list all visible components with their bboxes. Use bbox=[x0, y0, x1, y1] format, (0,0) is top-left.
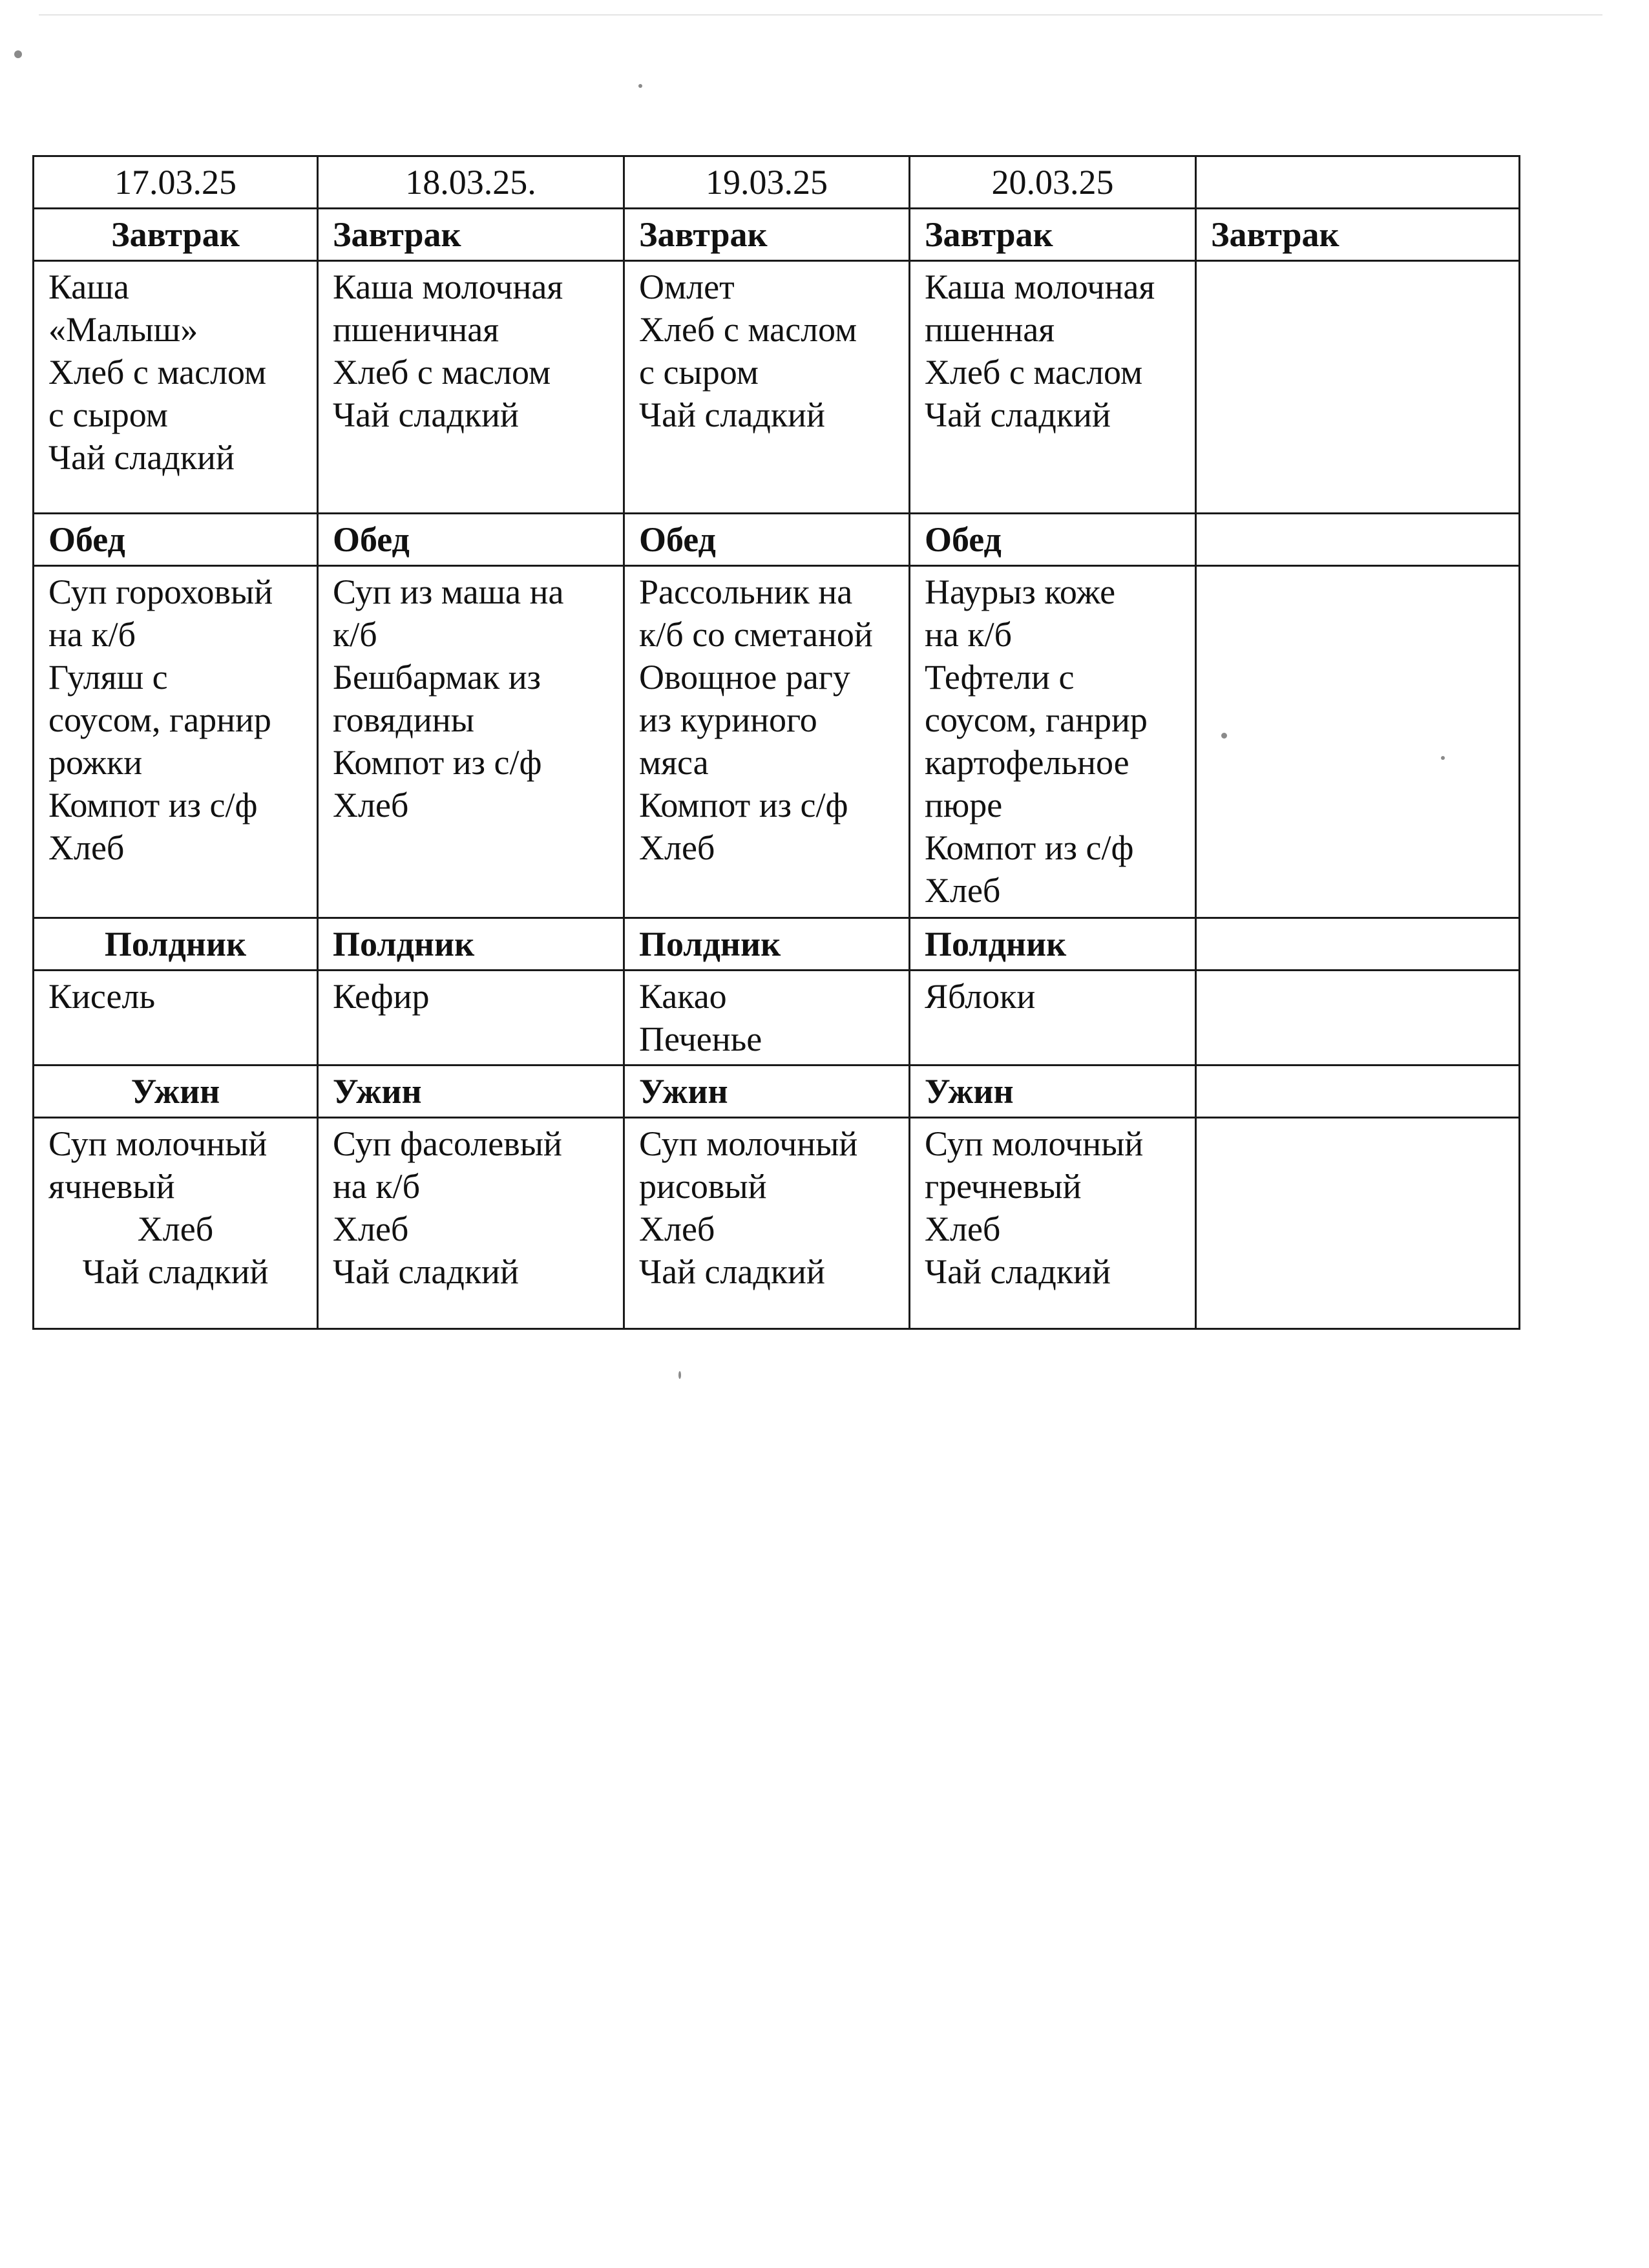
dish-item: Кефир bbox=[333, 977, 430, 1016]
meal-label-breakfast: Завтрак bbox=[624, 209, 910, 261]
scan-edge-line bbox=[39, 14, 1602, 16]
dinner-dishes-cell bbox=[624, 1118, 910, 1329]
dish-item: Гуляш с bbox=[48, 658, 168, 697]
dish-item: Кисель bbox=[48, 977, 156, 1016]
dish-item: картофельное bbox=[925, 743, 1129, 782]
scan-speck bbox=[678, 1371, 681, 1379]
lunch-dishes-cell bbox=[34, 566, 318, 918]
meal-label-snack: Полдник bbox=[34, 918, 318, 971]
snack-dishes-cell bbox=[910, 971, 1196, 1066]
dish-item: с сыром bbox=[48, 395, 168, 434]
dish-item: Каша bbox=[48, 268, 129, 306]
dish-item: Чай сладкий bbox=[639, 1252, 825, 1291]
meal-label-breakfast: Завтрак bbox=[318, 209, 624, 261]
meal-label-lunch: Обед bbox=[318, 514, 624, 566]
date-row bbox=[34, 156, 1520, 209]
dish-item: Чай сладкий bbox=[639, 395, 825, 434]
dish-item: Чай сладкий bbox=[48, 438, 235, 477]
dish-item: Суп гороховый bbox=[48, 572, 273, 611]
dish-item: Компот из с/ф bbox=[48, 786, 258, 824]
lunch-header-row bbox=[34, 514, 1520, 566]
dish-item: рожки bbox=[48, 743, 143, 782]
dish-item: Хлеб bbox=[639, 1210, 715, 1248]
dish-item: Хлеб bbox=[137, 1210, 214, 1248]
dinner-dishes-row bbox=[34, 1118, 1520, 1329]
meal-label-lunch: Обед bbox=[624, 514, 910, 566]
dish-item: Тефтели с bbox=[925, 658, 1075, 697]
meal-label-breakfast: Завтрак bbox=[1196, 209, 1520, 261]
dish-item: с сыром bbox=[639, 353, 759, 392]
dish-item: Хлеб bbox=[48, 828, 125, 867]
dish-item: Чай сладкий bbox=[333, 395, 519, 434]
lunch-dishes-cell bbox=[318, 566, 624, 918]
dish-item: Хлеб с маслом bbox=[639, 310, 857, 349]
meal-label-snack: Полдник bbox=[910, 918, 1196, 971]
dish-item: Омлет bbox=[639, 268, 735, 306]
lunch-dishes-row bbox=[34, 566, 1520, 918]
date-cell bbox=[1196, 156, 1520, 209]
dish-item: Яблоки bbox=[925, 977, 1036, 1016]
meal-label-lunch: Обед bbox=[910, 514, 1196, 566]
breakfast-dishes-cell bbox=[34, 261, 318, 514]
snack-header-row bbox=[34, 918, 1520, 971]
meal-label-dinner: Ужин bbox=[34, 1066, 318, 1118]
dish-item: Хлеб bbox=[333, 1210, 409, 1248]
breakfast-dishes-cell bbox=[318, 261, 624, 514]
dish-item: Хлеб с маслом bbox=[925, 353, 1143, 392]
dish-item: Каша молочная bbox=[333, 268, 563, 306]
dish-item: Чай сладкий bbox=[925, 1252, 1111, 1291]
dish-item: мяса bbox=[639, 743, 709, 782]
dinner-dishes-cell bbox=[318, 1118, 624, 1329]
dish-item: Наурыз коже bbox=[925, 572, 1116, 611]
breakfast-dishes-cell bbox=[1196, 261, 1520, 514]
dish-item: «Малыш» bbox=[48, 310, 198, 349]
dish-item: пшенная bbox=[925, 310, 1055, 349]
lunch-dishes-cell bbox=[624, 566, 910, 918]
dish-item: Компот из с/ф bbox=[333, 743, 542, 782]
dinner-dishes-cell bbox=[910, 1118, 1196, 1329]
date-cell: 20.03.25 bbox=[910, 156, 1196, 209]
meal-label-breakfast: Завтрак bbox=[910, 209, 1196, 261]
dish-item: Каша молочная bbox=[925, 268, 1155, 306]
dish-item: рисовый bbox=[639, 1167, 767, 1206]
snack-dishes-cell bbox=[624, 971, 910, 1066]
dish-item: пшеничная bbox=[333, 310, 499, 349]
snack-dishes-cell bbox=[1196, 971, 1520, 1066]
dish-item: говядины bbox=[333, 700, 474, 739]
dish-item: соусом, гарнир bbox=[48, 700, 271, 739]
date-cell: 19.03.25 bbox=[624, 156, 910, 209]
scan-speck bbox=[638, 84, 642, 88]
dish-item: Чай сладкий bbox=[925, 395, 1111, 434]
snack-dishes-row bbox=[34, 971, 1520, 1066]
lunch-dishes-cell bbox=[910, 566, 1196, 918]
dish-item: гречневый bbox=[925, 1167, 1082, 1206]
dinner-dishes-cell bbox=[34, 1118, 318, 1329]
dish-item: Бешбармак из bbox=[333, 658, 541, 697]
meal-label-dinner: Ужин bbox=[910, 1066, 1196, 1118]
dish-item: Суп из маша на bbox=[333, 572, 564, 611]
dish-item: ячневый bbox=[48, 1167, 175, 1206]
meal-label-snack: Полдник bbox=[318, 918, 624, 971]
dish-item: Суп молочный bbox=[639, 1124, 858, 1163]
meal-label-lunch bbox=[1196, 514, 1520, 566]
dish-item: к/б со сметаной bbox=[639, 615, 873, 654]
dish-item: на к/б bbox=[48, 615, 136, 654]
dish-item: Хлеб bbox=[333, 786, 409, 824]
dish-item: Хлеб bbox=[639, 828, 715, 867]
dish-item: из куриного bbox=[639, 700, 817, 739]
breakfast-dishes-row bbox=[34, 261, 1520, 514]
dinner-dishes-cell bbox=[1196, 1118, 1520, 1329]
dish-item: Печенье bbox=[639, 1020, 762, 1058]
dish-item: Хлеб bbox=[925, 871, 1001, 910]
snack-dishes-cell bbox=[34, 971, 318, 1066]
scan-speck bbox=[14, 50, 22, 58]
dish-item: Овощное рагу bbox=[639, 658, 850, 697]
dish-item: Хлеб с маслом bbox=[333, 353, 551, 392]
meal-label-snack bbox=[1196, 918, 1520, 971]
dish-item: на к/б bbox=[925, 615, 1013, 654]
dish-item: к/б bbox=[333, 615, 377, 654]
dish-item: соусом, ганрир bbox=[925, 700, 1148, 739]
meal-label-dinner: Ужин bbox=[624, 1066, 910, 1118]
breakfast-header-row bbox=[34, 209, 1520, 261]
dish-item: Чай сладкий bbox=[333, 1252, 519, 1291]
date-cell: 18.03.25. bbox=[318, 156, 624, 209]
dish-item: Компот из с/ф bbox=[639, 786, 848, 824]
dish-item: Суп молочный bbox=[48, 1124, 268, 1163]
meal-label-snack: Полдник bbox=[624, 918, 910, 971]
dish-item: Рассольник на bbox=[639, 572, 853, 611]
dish-item: на к/б bbox=[333, 1167, 421, 1206]
meal-label-breakfast: Завтрак bbox=[34, 209, 318, 261]
dinner-header-row bbox=[34, 1066, 1520, 1118]
dish-item: пюре bbox=[925, 786, 1003, 824]
dish-item: Суп молочный bbox=[925, 1124, 1144, 1163]
breakfast-dishes-cell bbox=[910, 261, 1196, 514]
lunch-dishes-cell bbox=[1196, 566, 1520, 918]
date-cell: 17.03.25 bbox=[34, 156, 318, 209]
dish-item: Какао bbox=[639, 977, 727, 1016]
breakfast-dishes-cell bbox=[624, 261, 910, 514]
dish-item: Хлеб с маслом bbox=[48, 353, 267, 392]
weekly-menu-table bbox=[32, 155, 1520, 1330]
snack-dishes-cell bbox=[318, 971, 624, 1066]
meal-label-dinner: Ужин bbox=[318, 1066, 624, 1118]
dish-item: Чай сладкий bbox=[82, 1252, 269, 1291]
meal-label-dinner bbox=[1196, 1066, 1520, 1118]
dish-item: Хлеб bbox=[925, 1210, 1001, 1248]
dish-item: Компот из с/ф bbox=[925, 828, 1134, 867]
dish-item: Суп фасолевый bbox=[333, 1124, 562, 1163]
meal-label-lunch: Обед bbox=[34, 514, 318, 566]
